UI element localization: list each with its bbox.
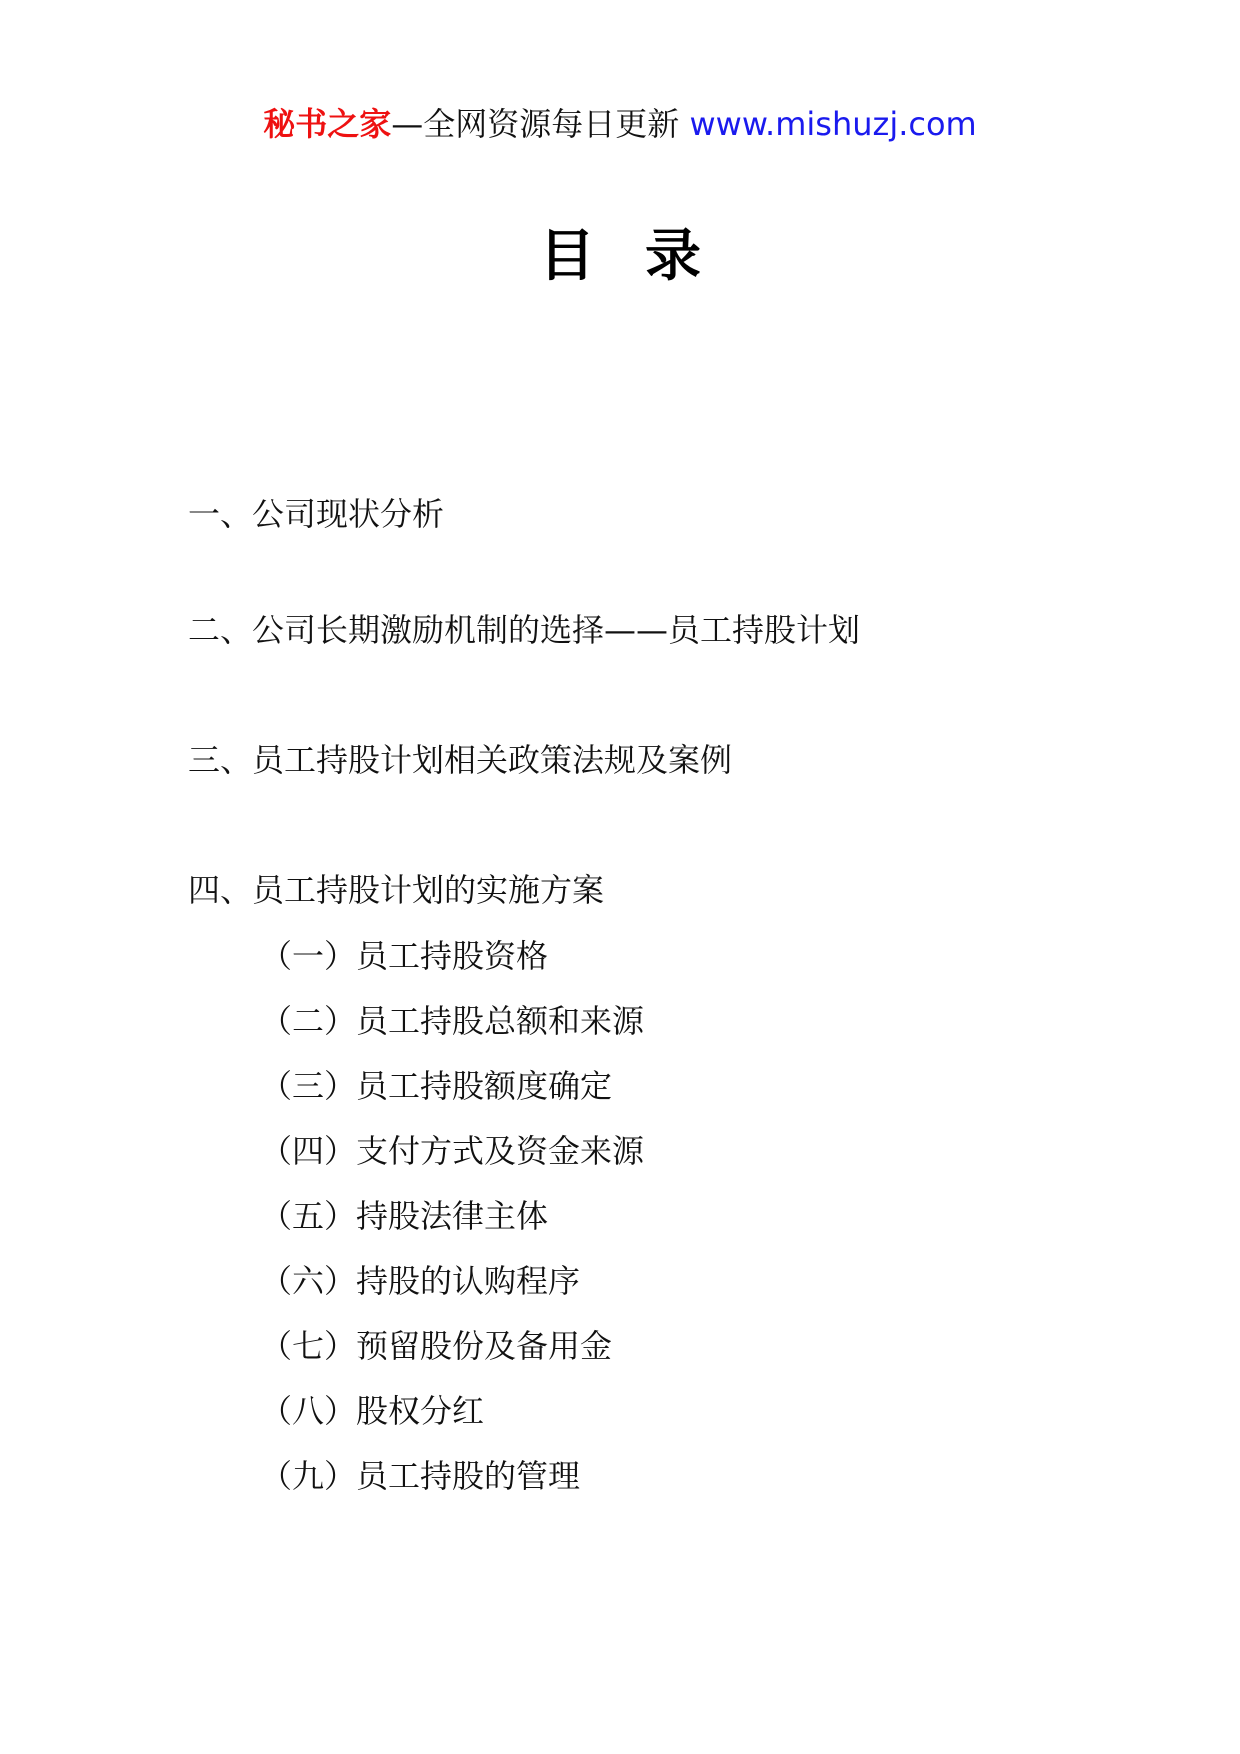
toc-subsection-2: （二）员工持股总额和来源 [260,1002,645,1040]
toc-subsection-7: （七）预留股份及备用金 [260,1327,613,1365]
toc-section-2: 二、公司长期激励机制的选择——员工持股计划 [188,611,861,649]
toc-subsection-1: （一）员工持股资格 [260,937,549,975]
toc-section-1: 一、公司现状分析 [188,495,445,533]
site-url-link[interactable]: www.mishuzj.com [689,105,977,143]
site-tagline: —全网资源每日更新 [391,105,690,143]
page-title: 目录 [539,224,751,289]
site-brand: 秘书之家 [263,105,392,143]
toc-subsection-8: （八）股权分红 [260,1392,485,1430]
toc-subsection-5: （五）持股法律主体 [260,1197,549,1235]
toc-subsection-9: （九）员工持股的管理 [260,1457,581,1495]
toc-subsection-4: （四）支付方式及资金来源 [260,1132,645,1170]
toc-subsection-3: （三）员工持股额度确定 [260,1067,613,1105]
toc-section-3: 三、员工持股计划相关政策法规及案例 [188,741,733,779]
toc-subsection-6: （六）持股的认购程序 [260,1262,581,1300]
toc-section-4: 四、员工持股计划的实施方案 [188,871,605,909]
